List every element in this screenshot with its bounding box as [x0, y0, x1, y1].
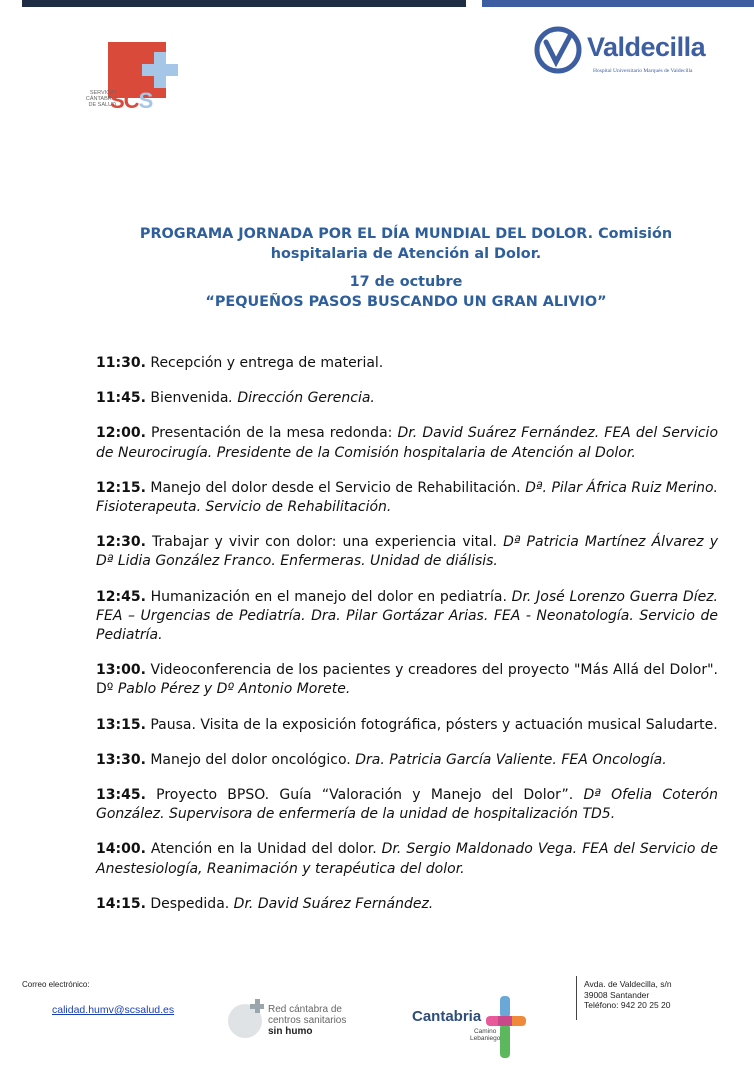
cantabria-logo	[412, 994, 532, 1062]
title-line-1: PROGRAMA JORNADA POR EL DÍA MUNDIAL DEL DOLOR. Comisión	[139, 226, 673, 242]
smoke-free-text: Red cántabra de centros sanitarios sin humo	[268, 1004, 347, 1037]
title-line-2: hospitalaria de Atención al Dolor.	[270, 246, 542, 262]
email-label: Correo electrónico:	[22, 980, 90, 989]
scs-logo-letters: SCS	[110, 88, 153, 113]
agenda-time: 11:30.	[96, 355, 146, 371]
agenda-item: 12:30. Trabajar y vivir con dolor: una experiencia vital. Dª Patricia Martínez Álvarez y Dª Lidia González Franco. Enfermeras. Unidad de diálisis.	[96, 534, 719, 570]
footer-divider	[576, 976, 577, 1020]
agenda-item: 12:00. Presentación de la mesa redonda: Dr. David Suárez Fernández. FEA del Servicio de Neurocirugía. Presidente de la Comisión hospitalaria de Atención al Dolor.	[96, 425, 719, 461]
valdecilla-subtitle: Hospital Universitario Marqués de Valdecilla	[593, 68, 693, 74]
top-bar-dark	[22, 0, 466, 7]
agenda-time: 11:45.	[96, 390, 146, 407]
scs-logo-cross-v	[154, 52, 166, 88]
agenda-time: 13:00.	[96, 662, 146, 679]
top-bar-blue	[482, 0, 754, 7]
agenda-time: 13:45.	[96, 787, 146, 804]
agenda-item: 12:45. Humanización en el manejo del dolor en pediatría. Dr. José Lorenzo Guerra Díez. FEA – Urgencias de Pediatría. Dra. Pilar Gortázar Arias. FEA - Neonatología. Servicio de Pediatría.	[96, 588, 718, 644]
agenda-time: 13:30.	[96, 751, 146, 768]
valdecilla-emblem-icon	[533, 24, 583, 76]
agenda-item: 11:45. Bienvenida. Dirección Gerencia.	[96, 390, 375, 407]
valdecilla-name: Valdecilla	[587, 32, 706, 62]
email-link[interactable]: calidad.humv@scsalud.es	[52, 1004, 175, 1016]
agenda-item: 13:15. Pausa. Visita de la exposición fotográfica, pósters y actuación musical Saludarte.	[96, 716, 718, 733]
scs-logo-caption: SERVICIO CÁNTABRO DE SALUD	[85, 90, 116, 108]
event-date: 17 de octubre	[349, 274, 463, 290]
agenda-item: 13:30. Manejo del dolor oncológico. Dra. Patricia García Valiente. FEA Oncología.	[96, 751, 667, 768]
agenda-time: 12:00.	[96, 425, 146, 442]
footer-address: Avda. de Valdecilla, s/n 39008 Santander Teléfono: 942 20 25 20	[584, 979, 672, 1010]
cantabria-subtitle: Camino Lebaniego	[470, 1028, 501, 1042]
agenda-item: 13:00. Videoconferencia de los pacientes y creadores del proyecto "Más Allá del Dolor". Dº Pablo Pérez y Dº Antonio Morete.	[96, 662, 718, 698]
cantabria-cross-icon	[486, 994, 526, 1060]
agenda-item: 12:15. Manejo del dolor desde el Servicio de Rehabilitación. Dª. Pilar África Ruiz Merino. Fisioterapeuta. Servicio de Rehabilitación.	[96, 479, 718, 516]
agenda-time: 12:30.	[96, 534, 146, 551]
agenda-item: 14:15. Despedida. Dr. David Suárez Fernández.	[96, 895, 434, 912]
program-title	[96, 224, 716, 312]
agenda-time: 14:00.	[96, 841, 146, 858]
agenda-list	[96, 354, 718, 914]
valdecilla-logo	[533, 24, 733, 84]
agenda-time: 13:15.	[96, 716, 146, 733]
smoke-free-logo	[228, 998, 368, 1044]
event-motto: “PEQUEÑOS PASOS BUSCANDO UN GRAN ALIVIO”	[205, 294, 607, 310]
cantabria-name: Cantabria	[412, 1008, 482, 1025]
agenda-time: 14:15.	[96, 895, 146, 912]
scs-logo	[60, 38, 200, 122]
agenda-item: 11:30. Recepción y entrega de material.	[96, 355, 384, 371]
agenda-item: 14:00. Atención en la Unidad del dolor. Dr. Sergio Maldonado Vega. FEA del Servicio de Anestesiología, Reanimación y terapéutica del dolor.	[96, 841, 718, 877]
agenda-item: 13:45. Proyecto BPSO. Guía “Valoración y Manejo del Dolor”. Dª Ofelia Coterón González. Supervisora de enfermería de la unidad de hospitalización TD5.	[96, 787, 718, 823]
agenda-time: 12:15.	[96, 479, 146, 496]
agenda-time: 12:45.	[96, 588, 146, 605]
